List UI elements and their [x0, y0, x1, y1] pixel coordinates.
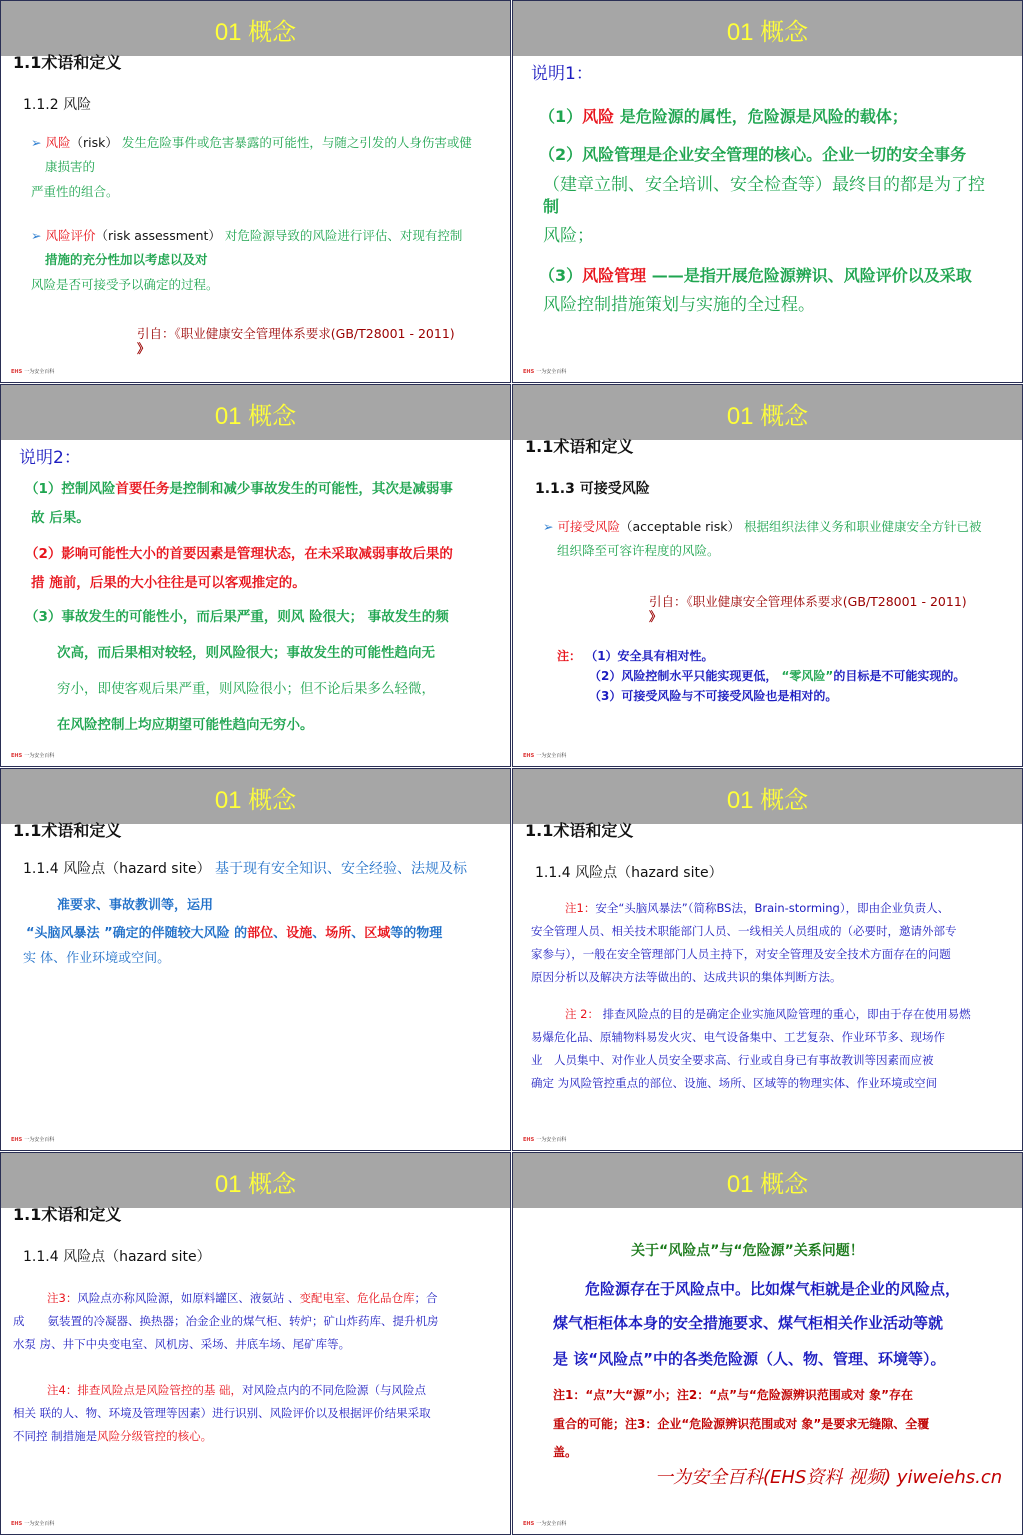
text-segment: 穷小，即使客观后果严重，则风险很小；但不论后果多么轻微， [57, 680, 435, 697]
text-segment: ——是指开展危险源辨识、风险评价以及采取 [646, 266, 972, 286]
text-segment: 成 氨装置的冷凝器、换热器；冶金企业的煤气柜、转炉；矿山炸药库、提升机房 [13, 1314, 439, 1329]
text-line [531, 64, 593, 84]
text-line [13, 53, 121, 72]
text-segment: 措施的充分性加以考虑以及对 [45, 251, 208, 267]
text-segment: 风险 [45, 134, 71, 150]
text-segment: 措 施前，后果的大小往往是可以客观推定的。 [31, 574, 306, 591]
text-segment: 》 [649, 608, 662, 624]
text-line [23, 861, 467, 878]
text-line [26, 926, 442, 942]
text-line [31, 228, 462, 243]
text-segment: 安全管理人员、相关技术职能部门人员、一线相关人员组成的（必要时，邀请外部专 [531, 924, 957, 939]
footer-logo-text: 一为安全百科 [24, 1137, 55, 1143]
text-line [589, 669, 965, 683]
text-line [23, 1249, 211, 1266]
text-line [31, 184, 119, 199]
text-line [539, 266, 972, 285]
text-line [557, 649, 714, 663]
ehs-logo-icon: EHS [11, 1521, 23, 1527]
text-segment: 风险是否可接受予以确定的过程。 [31, 276, 219, 292]
text-line [23, 951, 170, 967]
text-segment: 场所 [325, 926, 352, 942]
text-segment: 排查风险点的目的是确定企业实施风险管理的重心，即由于存在使用易燃 [598, 1007, 971, 1022]
text-segment: 危险源存在于风险点中。比如煤气柜就是企业的风险点， [585, 1280, 961, 1298]
text-segment: 制 [543, 197, 560, 217]
slide-header-bar [513, 385, 1022, 440]
text-segment: 康损害的 [45, 158, 96, 174]
footer-logo-text: 一为安全百科 [536, 753, 567, 759]
slide-title: 01 概念 [726, 1171, 809, 1198]
text-segment: （2）影响可能性大小的首要因素是管理状态，在未采取减弱事故后果的 [25, 545, 453, 562]
text-segment: （1）控制风险 [25, 480, 116, 497]
text-line [557, 543, 720, 558]
text-segment: 1.1.3 可接受风险 [535, 480, 650, 497]
slide-title: 01 概念 [214, 1171, 297, 1198]
text-segment: （建章立制、安全培训、安全检查等）最终目的都是为了控 [543, 174, 985, 195]
text-line [553, 1314, 943, 1332]
text-segment: 易爆危化品、原辅物料易发火灾、电气设备集中、工艺复杂、作业环节多、现场作 [531, 1030, 945, 1045]
slide-4 [512, 384, 1023, 767]
text-segment: 安全“头脑风暴法”（简称BS法，Brain-storming），即由企业负责人、 [595, 901, 950, 916]
text-segment: 是危险源的属性，危险源是风险的载体； [614, 107, 908, 127]
text-segment: 区域 [364, 926, 391, 942]
slide-5 [0, 768, 511, 1151]
ehs-logo-icon: EHS [523, 369, 535, 375]
text-segment: 注1：“点”大“源”小；注2：“点”与“危险源辨识范围或对 象”存在 [553, 1387, 913, 1402]
text-segment: （risk） [70, 134, 118, 150]
ehs-logo-icon: EHS [523, 1137, 535, 1143]
text-segment: 次高，而后果相对较轻，则风险很大；事故发生的可能性趋向无 [57, 644, 435, 661]
text-line [31, 575, 306, 591]
footer-logo [11, 368, 54, 375]
text-line [137, 341, 150, 356]
text-segment: 是控制和减少事故发生的可能性，其次是减弱事 [169, 480, 453, 497]
text-line [45, 159, 95, 174]
slide-title: 01 概念 [726, 787, 809, 814]
text-segment: 风险分级管控的核心。 [97, 1429, 213, 1444]
text-segment: 1.1.4 风险点（hazard site） [535, 864, 723, 881]
text-segment: 1.1.4 风险点（hazard site） [23, 860, 211, 877]
slide-header-bar [1, 1, 510, 56]
text-segment: 对危险源导致的风险进行评估、对现有控制 [220, 227, 463, 243]
footer-logo-text: 一为安全百科 [536, 369, 567, 375]
text-segment: 实 体、作业环境或空间。 [23, 951, 171, 967]
text-line [631, 1243, 864, 1260]
text-segment: 、 [351, 926, 365, 942]
text-line [13, 1430, 212, 1444]
text-segment: 关于“风险点”与“危险源”关系问题！ [631, 1242, 864, 1259]
text-segment: 风险管理 [582, 266, 647, 286]
text-segment: 1.1.4 风险点（hazard site） [23, 1248, 211, 1265]
text-line [13, 1407, 431, 1421]
text-line [531, 971, 842, 985]
text-segment: 严重性的组合。 [31, 183, 119, 199]
text-segment: 1.1术语和定义 [13, 821, 122, 841]
text-segment: 风险点亦称风险源，如原料罐区、液氨站 、 [77, 1291, 300, 1306]
text-segment: 故 后果。 [31, 509, 90, 526]
text-segment: 引自：《职业健康安全管理体系要求(GB/T28001 - 2011) [649, 593, 967, 609]
text-segment: 设施 [286, 926, 313, 942]
footer-logo-text: 一为安全百科 [536, 1137, 567, 1143]
text-line [23, 97, 91, 114]
text-segment: 原因分析以及解决方法等做出的、达成共识的集体判断方法。 [531, 970, 842, 985]
text-segment: （3） [539, 266, 583, 286]
text-line [655, 1467, 1002, 1489]
text-line [31, 277, 219, 292]
text-segment: 1.1术语和定义 [13, 53, 122, 73]
text-line [539, 107, 908, 126]
text-segment: 在风险控制上均应期望可能性趋向无穷小。 [57, 716, 314, 733]
text-line [543, 295, 815, 315]
bullet-arrow-icon: ➢ [31, 134, 46, 150]
slide-3 [0, 384, 511, 767]
text-line [531, 1077, 937, 1091]
text-line [13, 821, 121, 840]
text-segment: 盖。 [553, 1444, 578, 1459]
text-line [31, 510, 90, 526]
text-line [137, 326, 455, 341]
text-segment: 注1： [565, 901, 596, 916]
text-line [25, 481, 453, 497]
footer-logo [523, 368, 566, 375]
text-line [565, 902, 949, 916]
text-segment: 业 人员集中、对作业人员安全要求高、行业或自身已有事故教训等因素而应被 [531, 1053, 934, 1068]
text-segment: 风险评价 [45, 227, 96, 243]
slide-title: 01 概念 [214, 19, 297, 46]
footer-logo-text: 一为安全百科 [536, 1521, 567, 1527]
text-segment: “头脑风暴法 ”确定的伴随较大风险 的 [26, 926, 248, 942]
slide-header-bar [1, 769, 510, 824]
text-segment: 注3： [47, 1291, 78, 1306]
text-line [45, 252, 208, 267]
footer-logo-text: 一为安全百科 [24, 753, 55, 759]
slide-7 [0, 1152, 511, 1535]
text-segment: （1）安全具有相对性。 [581, 648, 714, 663]
text-line [531, 1054, 934, 1068]
text-segment: 1.1术语和定义 [525, 821, 634, 841]
footer-logo [11, 752, 54, 759]
slide-title: 01 概念 [214, 787, 297, 814]
text-segment: （2）风险管理是企业安全管理的核心。企业一切的安全事务 [539, 145, 967, 165]
text-line [543, 197, 559, 216]
text-line [531, 1031, 945, 1045]
text-segment: 的目标是不可能实现的。 [833, 668, 966, 683]
text-line [47, 1292, 437, 1306]
text-segment: 说明1： [531, 63, 593, 84]
footer-logo [11, 1520, 54, 1527]
footer-logo-text: 一为安全百科 [24, 1521, 55, 1527]
ehs-logo-icon: EHS [11, 1137, 23, 1143]
text-line [19, 448, 81, 468]
slide-2 [512, 0, 1023, 383]
text-line [589, 689, 837, 703]
text-segment: 准要求、事故教训等，运用 [57, 898, 214, 914]
text-line [535, 865, 723, 882]
slide-header-bar [1, 1153, 510, 1208]
text-line [649, 594, 967, 609]
text-line [543, 519, 981, 534]
text-segment: 注 2： [565, 1007, 599, 1022]
footer-logo [523, 1136, 566, 1143]
text-segment: 引自：《职业健康安全管理体系要求(GB/T28001 - 2011) [137, 325, 455, 341]
text-line [525, 437, 633, 456]
text-line [553, 1417, 929, 1431]
text-line [57, 681, 435, 697]
text-line [57, 645, 435, 661]
slide-title: 01 概念 [214, 403, 297, 430]
text-line [525, 821, 633, 840]
text-segment: 可接受风险 [557, 518, 620, 534]
text-segment: 1.1术语和定义 [525, 437, 634, 457]
text-segment: 风险 [582, 107, 615, 127]
ehs-logo-icon: EHS [11, 369, 23, 375]
text-segment: 煤气柜柜体本身的安全措施要求、煤气柜相关作业活动等就 [553, 1314, 944, 1332]
footer-logo [523, 1520, 566, 1527]
text-segment: 水泵 房、井下中央变电室、风机房、采场、井底车场、尾矿库等。 [13, 1337, 351, 1352]
slide-1 [0, 0, 511, 383]
text-segment: 》 [137, 340, 150, 356]
text-segment: 说明2： [19, 447, 81, 468]
slide-6 [512, 768, 1023, 1151]
text-line [13, 1205, 121, 1224]
ehs-logo-icon: EHS [11, 753, 23, 759]
text-segment: 一为安全百科(EHS资料 视频) yiweiehs.cn [655, 1467, 1003, 1489]
text-segment: 相关 联的人、物、环境及管理等因素）进行识别、风险评价以及根据评价结果采取 [13, 1406, 431, 1421]
text-segment: （3）事故发生的可能性小，而后果严重，则风 险很大； 事故发生的频 [25, 608, 449, 625]
slide-title: 01 概念 [726, 19, 809, 46]
text-segment: （risk assessment） [95, 227, 221, 243]
ehs-logo-icon: EHS [523, 753, 535, 759]
text-segment: （1） [539, 107, 583, 127]
text-line [47, 1384, 426, 1398]
text-line [553, 1445, 577, 1459]
text-segment: 是 该“风险点”中的各类危险源（人、物、管理、环境等）。 [553, 1350, 946, 1368]
footer-logo-text: 一为安全百科 [24, 369, 55, 375]
slide-header-bar [1, 385, 510, 440]
text-line [649, 609, 662, 624]
text-segment: 对风险点内的不同危险源（与风险点 [241, 1383, 426, 1398]
text-line [57, 717, 314, 733]
text-segment: ；合 [414, 1291, 438, 1306]
text-segment: 部位 [247, 926, 274, 942]
text-segment: 根据组织法律义务和职业健康安全方针已被 [740, 518, 982, 534]
footer-logo [11, 1136, 54, 1143]
text-segment: 组织降至可容许程度的风险。 [557, 542, 720, 558]
text-segment: 确定 为风险管控重点的部位、设施、场所、区域等的物理实体、作业环境或空间 [531, 1076, 938, 1091]
text-segment: 1.1.2 风险 [23, 96, 92, 113]
text-segment: 注4：排查风险点是风险管控的基 础， [47, 1383, 242, 1398]
text-line [535, 481, 650, 498]
text-line [539, 145, 966, 164]
text-line [25, 546, 453, 562]
text-line [13, 1338, 350, 1352]
text-segment: 1.1术语和定义 [13, 1205, 122, 1225]
text-segment: 风险； [543, 225, 594, 246]
text-segment: 重合的可能；注3：企业“危险源辨识范围或对 象”是要求无缝隙、全覆 [553, 1416, 930, 1431]
text-line [531, 948, 951, 962]
footer-logo [523, 752, 566, 759]
text-segment: 风险控制措施策划与实施的全过程。 [543, 294, 815, 315]
text-segment: 注： [557, 648, 582, 663]
text-segment: 、 [312, 926, 326, 942]
bullet-arrow-icon: ➢ [31, 227, 46, 243]
slide-header-bar [513, 1153, 1022, 1208]
text-line [13, 1315, 439, 1329]
text-line [565, 1008, 971, 1022]
text-segment: 首要任务 [115, 480, 170, 497]
text-line [585, 1280, 960, 1298]
bullet-arrow-icon: ➢ [543, 518, 558, 534]
text-segment: 不同控 制措施是 [13, 1429, 98, 1444]
text-segment: （2）风险控制水平只能实现更低， [589, 668, 782, 683]
text-line [553, 1388, 913, 1402]
text-segment: 发生危险事件或危害暴露的可能性，与随之引发的人身伤害或健 [117, 134, 472, 150]
slide-title: 01 概念 [726, 403, 809, 430]
text-segment: 、 [273, 926, 287, 942]
text-line [553, 1350, 945, 1368]
slide-8 [512, 1152, 1023, 1535]
ehs-logo-icon: EHS [523, 1521, 535, 1527]
text-line [31, 135, 472, 150]
text-segment: 基于现有安全知识、安全经验、法规及标 [210, 860, 468, 877]
text-line [543, 175, 985, 195]
text-line [543, 226, 594, 246]
text-segment: （3）可接受风险与不可接受风险也是相对的。 [589, 688, 838, 703]
slide-header-bar [513, 769, 1022, 824]
text-line [25, 609, 449, 625]
text-line [531, 925, 957, 939]
text-segment: （acceptable risk） [619, 518, 740, 534]
text-segment: 家参与），一般在安全管理部门人员主持下，对安全管理及安全技术方面存在的问题 [531, 947, 951, 962]
text-segment: 等的物理 [390, 926, 443, 942]
text-line [57, 898, 213, 914]
text-segment: 变配电室、危化品仓库 [299, 1291, 415, 1306]
slide-header-bar [513, 1, 1022, 56]
text-segment: “零风险” [781, 668, 834, 683]
